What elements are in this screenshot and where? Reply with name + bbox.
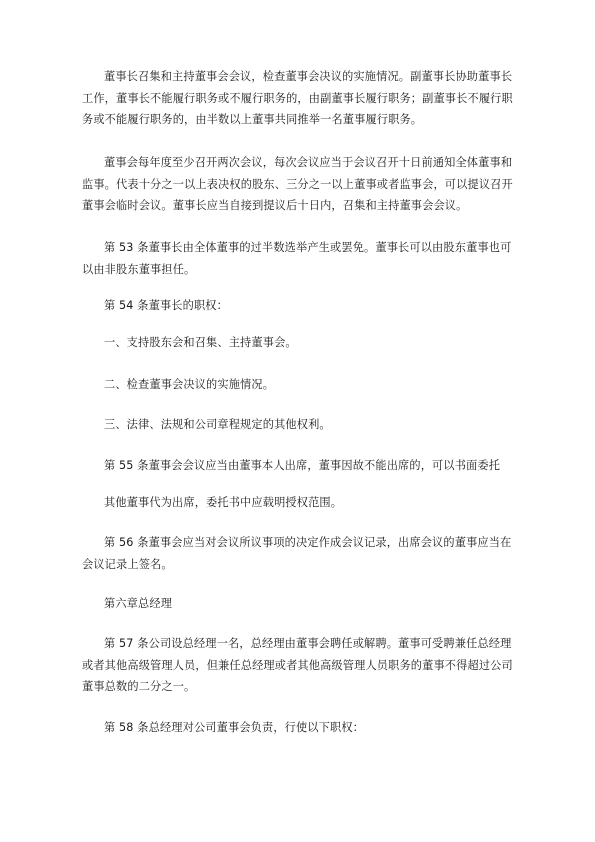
paragraph-article-56: 第 56 条董事会应当对会议所议事项的决定作成会议记录，出席会议的董事应当在会议记录上签名。 bbox=[82, 536, 512, 571]
paragraph-board-meetings: 董事会每年度至少召开两次会议，每次会议应当于会议召开十日前通知全体董事和监事。代表十分之一以上表决权的股东、三分之一以上董事或者监事会，可以提议召开董事会临时会议。董事长应当自接到提议后十日内，召集和主持董事会会议。 bbox=[82, 156, 513, 212]
paragraph-chairman-duties: 董事长召集和主持董事会会议，检查董事会决议的实施情况。副董事长协助董事长工作，董事长不能履行职务或不履行职务的，由副董事长履行职务；副董事长不履行职务或不能履行职务的，由半数以上董事共同推举一名董事履行职务。 bbox=[82, 70, 513, 126]
paragraph-article-55-cont: 其他董事代为出席，委托书中应载明授权范围。 bbox=[104, 496, 343, 509]
paragraph-item-3: 三、法律、法规和公司章程规定的其他权利。 bbox=[104, 418, 331, 431]
paragraph-article-58: 第 58 条总经理对公司董事会负责，行使以下职权： bbox=[104, 721, 365, 734]
paragraph-item-2: 二、检查董事会决议的实施情况。 bbox=[104, 378, 275, 391]
paragraph-item-1: 一、支持股东会和召集、主持董事会。 bbox=[104, 336, 297, 349]
paragraph-article-53: 第 53 条董事长由全体董事的过半数选举产生或罢免。董事长可以由股东董事也可以由非股东董事担任。 bbox=[82, 241, 512, 276]
paragraph-article-57: 第 57 条公司设总经理一名，总经理由董事会聘任或解聘。董事可受聘兼任总经理或者其他高级管理人员，但兼任总经理或者其他高级管理人员职务的董事不得超过公司董事总数的二分之一。 bbox=[82, 637, 513, 693]
chapter-heading-general-manager: 第六章总经理 bbox=[104, 597, 173, 610]
paragraph-article-55: 第 55 条董事会会议应当由董事本人出席，董事因故不能出席的，可以书面委托 bbox=[104, 459, 501, 472]
paragraph-article-54: 第 54 条董事长的职权： bbox=[104, 299, 228, 312]
